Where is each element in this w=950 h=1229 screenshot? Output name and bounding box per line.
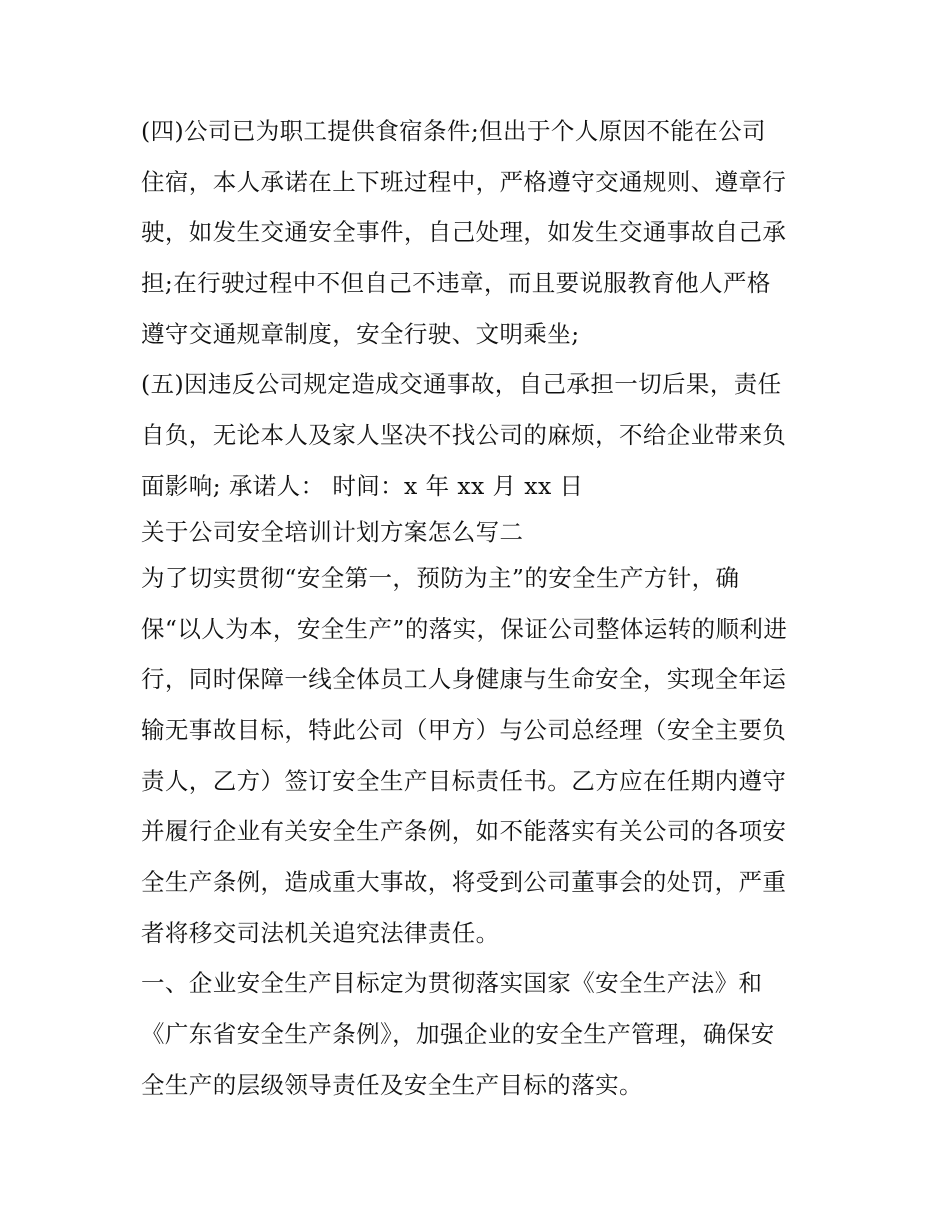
text-line: 面影响; 承诺人： 时间：x 年 xx 月 xx 日: [141, 471, 584, 500]
text-line: 遵守交通规章制度，安全行驶、文明乘坐;: [141, 319, 580, 348]
text-line: 保“以人为本，安全生产”的落实，保证公司整体运转的顺利进: [141, 614, 788, 643]
text-line: 责人，乙方）签订安全生产目标责任书。乙方应在任期内遵守: [141, 766, 787, 795]
text-line: 一、企业安全生产目标定为贯彻落实国家《安全生产法》和: [141, 969, 763, 998]
text-line: 自负，无论本人及家人坚决不找公司的麻烦，不给企业带来负: [141, 421, 787, 450]
text-line: 《广东省安全生产条例》，加强企业的安全生产管理，确保安: [141, 1020, 775, 1048]
text-line: 驶，如发生交通安全事件，自己处理，如发生交通事故自己承: [141, 218, 787, 247]
section-heading: 关于公司安全培训计划方案怎么写二: [141, 517, 524, 546]
text-line: 全生产的层级领导责任及安全生产目标的落实。: [141, 1070, 643, 1099]
text-line: 担;在行驶过程中不但自己不违章，而且要说服教育他人严格: [141, 269, 771, 298]
text-line: (五)因违反公司规定造成交通事故，自己承担一切后果，责任: [141, 370, 782, 399]
text-line: 并履行企业有关安全生产条例，如不能落实有关公司的各项安: [141, 817, 787, 846]
text-line: 行，同时保障一线全体员工人身健康与生命安全，实现全年运: [141, 665, 787, 694]
text-line: 住宿，本人承诺在上下班过程中，严格遵守交通规则、遵章行: [141, 167, 787, 196]
text-line: 为了切实贯彻“安全第一，预防为主”的安全生产方针，确: [141, 563, 740, 592]
text-line: (四)公司已为职工提供食宿条件;但出于个人原因不能在公司: [141, 117, 766, 145]
text-line: 者将移交司法机关追究法律责任。: [141, 918, 500, 947]
document-body: [141, 112, 813, 1116]
text-line: 全生产条例，造成重大事故，将受到公司董事会的处罚，严重: [141, 867, 787, 896]
text-line: 输无事故目标，特此公司（甲方）与公司总经理（安全主要负: [141, 715, 787, 744]
